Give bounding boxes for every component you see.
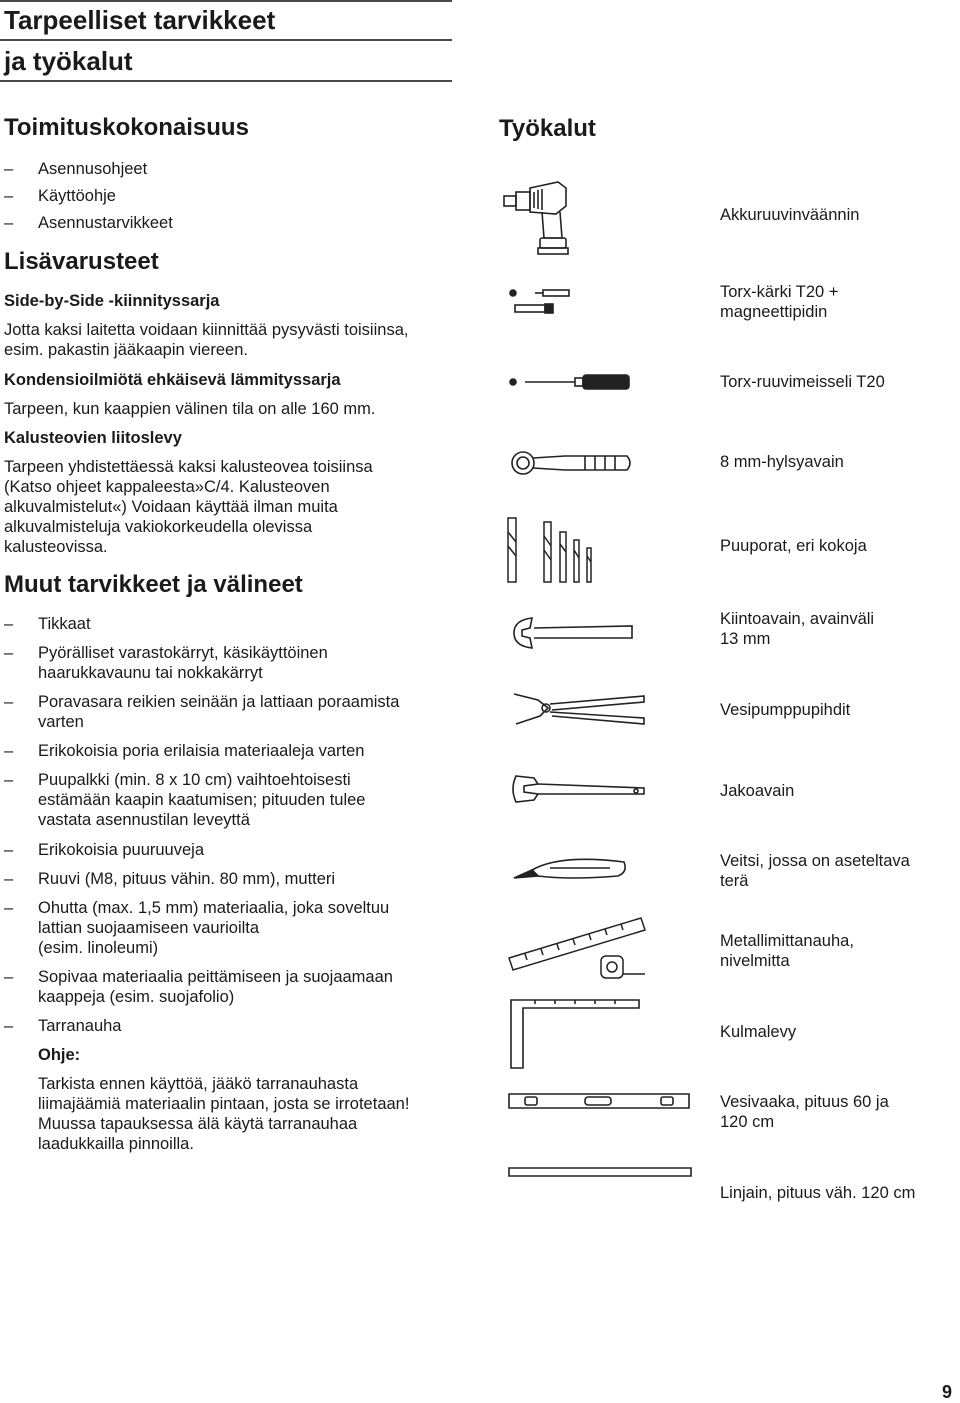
other-item: – Puupalkki (min. 8 x 10 cm) vaihtoehtoisesti estämään kaapin kaatumisen; pituuden tulee vastata asennustilan leveyttä [4,771,366,829]
tools-heading: Työkalut [499,115,596,142]
scope-heading: Toimituskokonaisuus [4,114,249,141]
scope-item: – Asennusohjeet [4,160,148,178]
accessory-title: Kondensioilmiötä ehkäisevä lämmityssarja [4,371,341,389]
tool-label: Veitsi, jossa on aseteltava terä [720,852,910,890]
screwdriver-icon [505,372,635,392]
other-item: – Poravasara reikien seinään ja lattiaan poraamista varten [4,693,400,731]
tool-label: Vesipumppupihdit [720,701,851,719]
title-divider [0,39,452,41]
tape-measure-level-icon [505,910,650,982]
water-pump-pliers-icon [508,688,648,730]
socket-wrench-icon [505,448,635,478]
accessory-text: Tarpeen, kun kaappien välinen tila on alle 160 mm. [4,400,376,418]
page-title-line-1: Tarpeelliset tarvikkeet [4,5,276,35]
torx-bit-icon [505,284,575,316]
scope-item: – Käyttöohje [4,187,116,205]
other-item: – Pyörälliset varastokärryt, käsikäyttöinen haarukkavaunu tai nokkakärryt [4,644,328,682]
note-text: Tarkista ennen käyttöä, jääkö tarranauhasta liimajäämiä materiaalin pintaan, josta se irrotetaan! Muussa tapauksessa älä käytä tarranauhaa laadukkailla pinnoilla. [38,1075,410,1153]
other-item: – Tarranauha [4,1017,122,1035]
tool-label: Kiintoavain, avainväli 13 mm [720,610,875,648]
other-item: – Ruuvi (M8, pituus vähin. 80 mm), mutteri [4,870,336,888]
carpenter-square-icon [505,992,645,1072]
tool-label: Jakoavain [720,782,795,800]
tool-label: Puuporat, eri kokoja [720,537,867,555]
adjustable-wrench-icon [508,772,648,806]
accessory-title: Kalusteovien liitoslevy [4,429,182,447]
tool-label: Torx-kärki T20 + magneettipidin [720,283,839,321]
top-rule [0,0,452,2]
wood-drill-bits-icon [500,512,600,586]
accessories-heading: Lisävarusteet [4,248,159,275]
other-item: – Erikokoisia puuruuveja [4,841,205,859]
utility-knife-icon [510,850,630,886]
tool-label: Kulmalevy [720,1023,797,1041]
other-item: – Tikkaat [4,615,91,633]
accessory-text: Jotta kaksi laitetta voidaan kiinnittää pysyvästi toisiinsa, esim. pakastin jääkaapin viereen. [4,321,409,359]
other-item: – Sopivaa materiaalia peittämiseen ja suojaamaan kaappeja (esim. suojafolio) [4,968,393,1006]
other-item: – Ohutta (max. 1,5 mm) materiaalia, joka soveltuu lattian suojaamiseen vaurioilta (esim. linoleumi) [4,899,390,957]
accessory-text: Tarpeen yhdistettäessä kaksi kalusteovea toisiinsa (Katso ohjeet kappaleesta»C/4. Kalusteoven alkuvalmistelut«) Voidaan käyttää ilman muita alkuvalmisteluja vakiokorkeudella olevissa kalusteovissa. [4,458,373,556]
open-end-wrench-icon [508,614,638,652]
cordless-drill-icon [500,172,590,262]
tool-label: 8 mm-hylsyavain [720,453,844,471]
other-item: – Erikokoisia poria erilaisia materiaaleja varten [4,742,365,760]
tool-label: Torx-ruuvimeisseli T20 [720,373,885,391]
tool-label: Akkuruuvinväännin [720,206,860,224]
accessory-title: Side-by-Side -kiinnityssarja [4,292,220,310]
scope-item: – Asennustarvikkeet [4,214,173,232]
tool-label: Metallimittanauha, nivelmitta [720,932,854,970]
page-title-line-2: ja työkalut [4,46,133,76]
tool-label: Linjain, pituus väh. 120 cm [720,1184,916,1202]
other-heading: Muut tarvikkeet ja välineet [4,571,303,598]
note-label: Ohje: [38,1046,81,1064]
title-bottom-rule [0,80,452,82]
page-number: 9 [941,1382,952,1402]
tool-label: Vesivaaka, pituus 60 ja 120 cm [720,1093,889,1131]
ruler-icon [505,1160,695,1184]
spirit-level-icon [505,1088,695,1118]
